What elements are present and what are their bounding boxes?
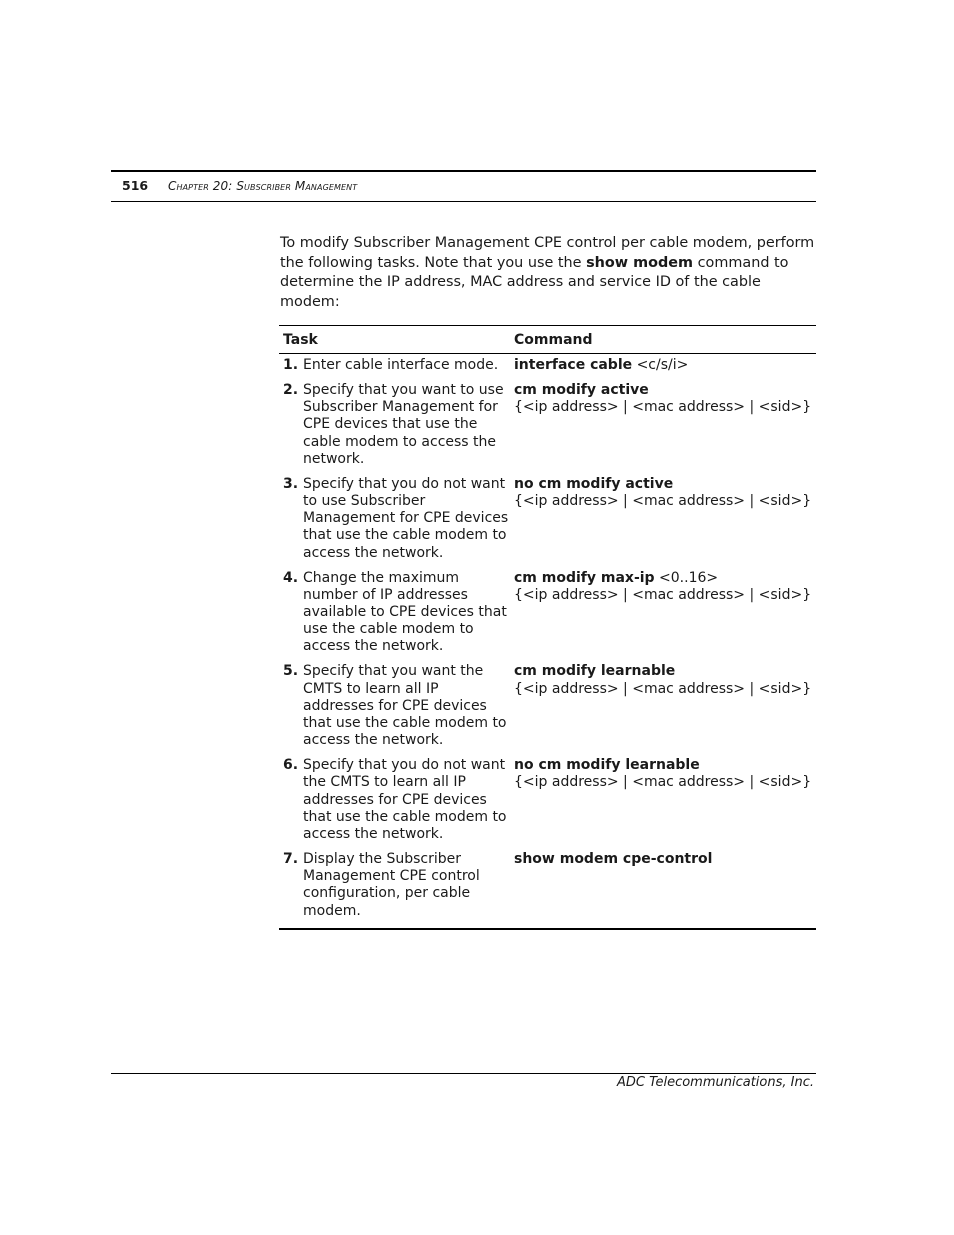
command-args: {<ip address> | <mac address> | <sid>} xyxy=(514,774,812,791)
chapter-title: Chapter 20: Subscriber Management xyxy=(168,179,358,193)
intro-text-2: command to determine the IP address, MAC address and service ID of the cable modem: xyxy=(280,254,789,310)
command-keyword: cm modify max-ip xyxy=(514,569,655,586)
command-keyword: cm modify learnable xyxy=(514,663,676,680)
column-header-task: Task xyxy=(283,331,318,348)
column-header-command: Command xyxy=(514,331,593,348)
table-row xyxy=(279,570,816,656)
command-args: {<ip address> | <mac address> | <sid>} xyxy=(514,680,812,697)
command-keyword: cm modify active xyxy=(514,382,649,398)
command-args: {<ip address> | <mac address> | <sid>} xyxy=(514,493,812,510)
step-number: 6. xyxy=(283,757,299,774)
footer-company: ADC Telecommunications, Inc. xyxy=(617,1075,814,1090)
command-keyword: no cm modify learnable xyxy=(514,757,700,774)
command-range: <0..16> xyxy=(654,569,719,586)
step-number: 4. xyxy=(283,569,299,586)
table-row xyxy=(279,382,816,468)
step-number: 1. xyxy=(283,357,299,373)
task-command-table xyxy=(279,325,816,930)
table-row xyxy=(279,757,816,843)
command-cell xyxy=(514,757,816,843)
intro-paragraph xyxy=(280,234,820,312)
table-row xyxy=(279,851,816,920)
command-cell xyxy=(514,663,816,749)
task-text: Specify that you want to use Subscriber Management for CPE devices that use the cable modem to access the network. xyxy=(303,382,504,467)
task-text: Display the Subscriber Management CPE control configuration, per cable modem. xyxy=(303,851,480,919)
footer-rule xyxy=(111,1073,816,1074)
intro-command: show modem xyxy=(586,254,694,271)
table-body xyxy=(279,354,816,920)
command-keyword: show modem cpe-control xyxy=(514,851,713,868)
page-number: 516 xyxy=(122,178,149,193)
table-row xyxy=(279,663,816,749)
table-header xyxy=(279,326,816,354)
command-cell xyxy=(514,570,816,656)
command-args: {<ip address> | <mac address> | <sid>} xyxy=(514,586,812,603)
step-number: 3. xyxy=(283,475,299,492)
task-text: Enter cable interface mode. xyxy=(303,357,499,373)
step-number: 2. xyxy=(283,382,299,398)
task-text: Specify that you do not want the CMTS to learn all IP addresses for CPE devices that use the cable modem to access the network. xyxy=(303,757,507,843)
command-cell xyxy=(514,851,816,920)
intro-text-1: To modify Subscriber Management CPE control per cable modem, perform the following tasks. Note that you use the xyxy=(280,235,815,271)
task-text: Change the maximum number of IP addresses available to CPE devices that use the cable modem to access the network. xyxy=(303,569,507,655)
table-row xyxy=(279,357,816,374)
command-keyword: interface cable xyxy=(514,357,633,373)
step-number: 7. xyxy=(283,851,299,868)
command-args: <c/s/i> xyxy=(632,357,689,373)
table-bottom-rule xyxy=(279,928,816,930)
task-text: Specify that you do not want to use Subscriber Management for CPE devices that use the cable modem to access the network. xyxy=(303,475,509,561)
command-cell xyxy=(514,357,816,374)
header-rule xyxy=(111,170,816,172)
task-text: Specify that you want the CMTS to learn all IP addresses for CPE devices that use the cable modem to access the network. xyxy=(303,663,507,749)
step-number: 5. xyxy=(283,663,299,680)
command-cell xyxy=(514,476,816,562)
header-sub-rule xyxy=(111,201,816,202)
table-row xyxy=(279,476,816,562)
command-args: {<ip address> | <mac address> | <sid>} xyxy=(514,399,812,416)
command-keyword: no cm modify active xyxy=(514,475,674,492)
command-cell xyxy=(514,382,816,468)
